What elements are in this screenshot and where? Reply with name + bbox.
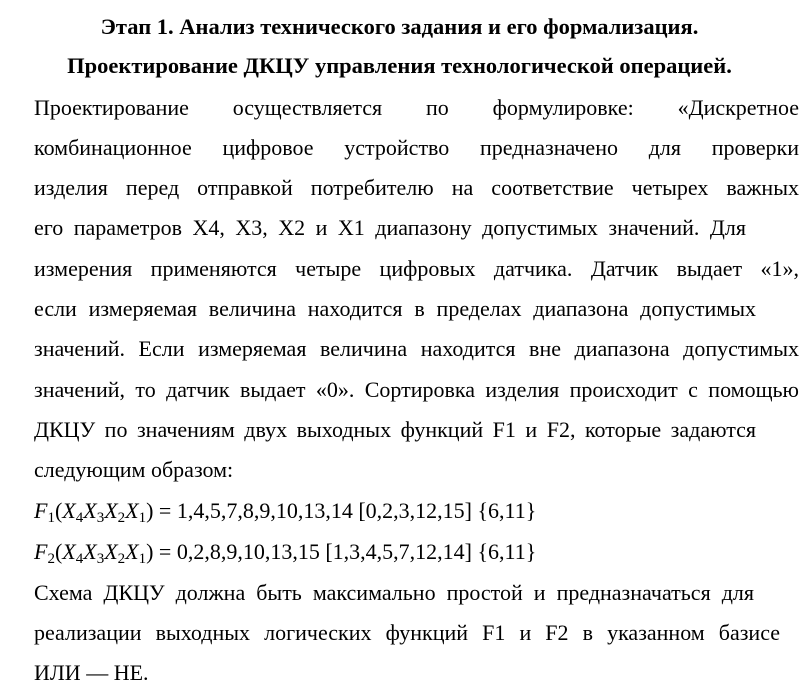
paragraph-line: ИЛИ — НЕ. — [34, 660, 149, 685]
paragraph-line: Схема ДКЦУ должна быть максимально простой и предназначаться для — [34, 580, 754, 605]
formula-var: X — [83, 498, 97, 523]
formula-close-paren: ) — [146, 498, 154, 523]
formula-equals: = — [153, 539, 177, 564]
formula-f1 — [34, 496, 536, 533]
formula-equals: = — [153, 498, 177, 523]
formula-var: X — [62, 498, 76, 523]
paragraph-line: комбинационное цифровое устройство предназначено для проверки — [34, 135, 799, 160]
formula-open-paren: ( — [54, 498, 63, 523]
formula-func: F — [34, 498, 48, 523]
paragraph-line: следующим образом: — [34, 457, 234, 482]
heading-line-1: Этап 1. Анализ технического задания и его формализация. — [100, 14, 699, 39]
formula-var-index: 1 — [138, 510, 147, 526]
formula-var-index: 2 — [117, 551, 126, 567]
formula-func-index: 1 — [47, 510, 55, 526]
formula-var: X — [62, 539, 76, 564]
formula-var: X — [125, 498, 139, 523]
paragraph-line: ДКЦУ по значениям двух выходных функций F1 и F2, которые задаются — [34, 417, 756, 442]
formula-rhs: 1,4,5,7,8,9,10,13,14 [0,2,3,12,15] {6,11} — [176, 498, 537, 523]
formula-var: X — [104, 539, 118, 564]
paragraph-line: реализации выходных логических функций F1 и F2 в указанном базисе — [34, 620, 780, 645]
paragraph-line: измерения применяются четыре цифровых датчика. Датчик выдает «1», — [34, 256, 799, 281]
formula-rhs: 0,2,8,9,10,13,15 [1,3,4,5,7,12,14] {6,11} — [176, 539, 537, 564]
formula-var-index: 4 — [75, 551, 84, 567]
formula-var-index: 3 — [96, 551, 105, 567]
formula-open-paren: ( — [54, 539, 63, 564]
paragraph-line: значений. Если измеряемая величина находится вне диапазона допустимых — [34, 336, 799, 361]
formula-var: X — [125, 539, 139, 564]
formula-func-index: 2 — [47, 551, 55, 567]
paragraph-line: значений, то датчик выдает «0». Сортировка изделия происходит с помощью — [34, 377, 799, 402]
formula-var: X — [83, 539, 97, 564]
formula-var: X — [104, 498, 118, 523]
paragraph-line: изделия перед отправкой потребителю на соответствие четырех важных — [34, 175, 799, 200]
paragraph-line: если измеряемая величина находится в пределах диапазона допустимых — [34, 296, 756, 321]
formula-f2 — [34, 537, 536, 574]
formula-var-index: 4 — [75, 510, 84, 526]
formula-var-index: 1 — [138, 551, 147, 567]
heading-line-2: Проектирование ДКЦУ управления технологической операцией. — [67, 53, 732, 78]
formula-var-index: 2 — [117, 510, 126, 526]
paragraph-line: Проектирование осуществляется по формулировке: «Дискретное — [34, 95, 799, 120]
paragraph-line: его параметров X4, X3, X2 и X1 диапазону допустимых значений. Для — [34, 215, 746, 240]
formula-var-index: 3 — [96, 510, 105, 526]
formula-close-paren: ) — [146, 539, 154, 564]
formula-func: F — [34, 539, 48, 564]
